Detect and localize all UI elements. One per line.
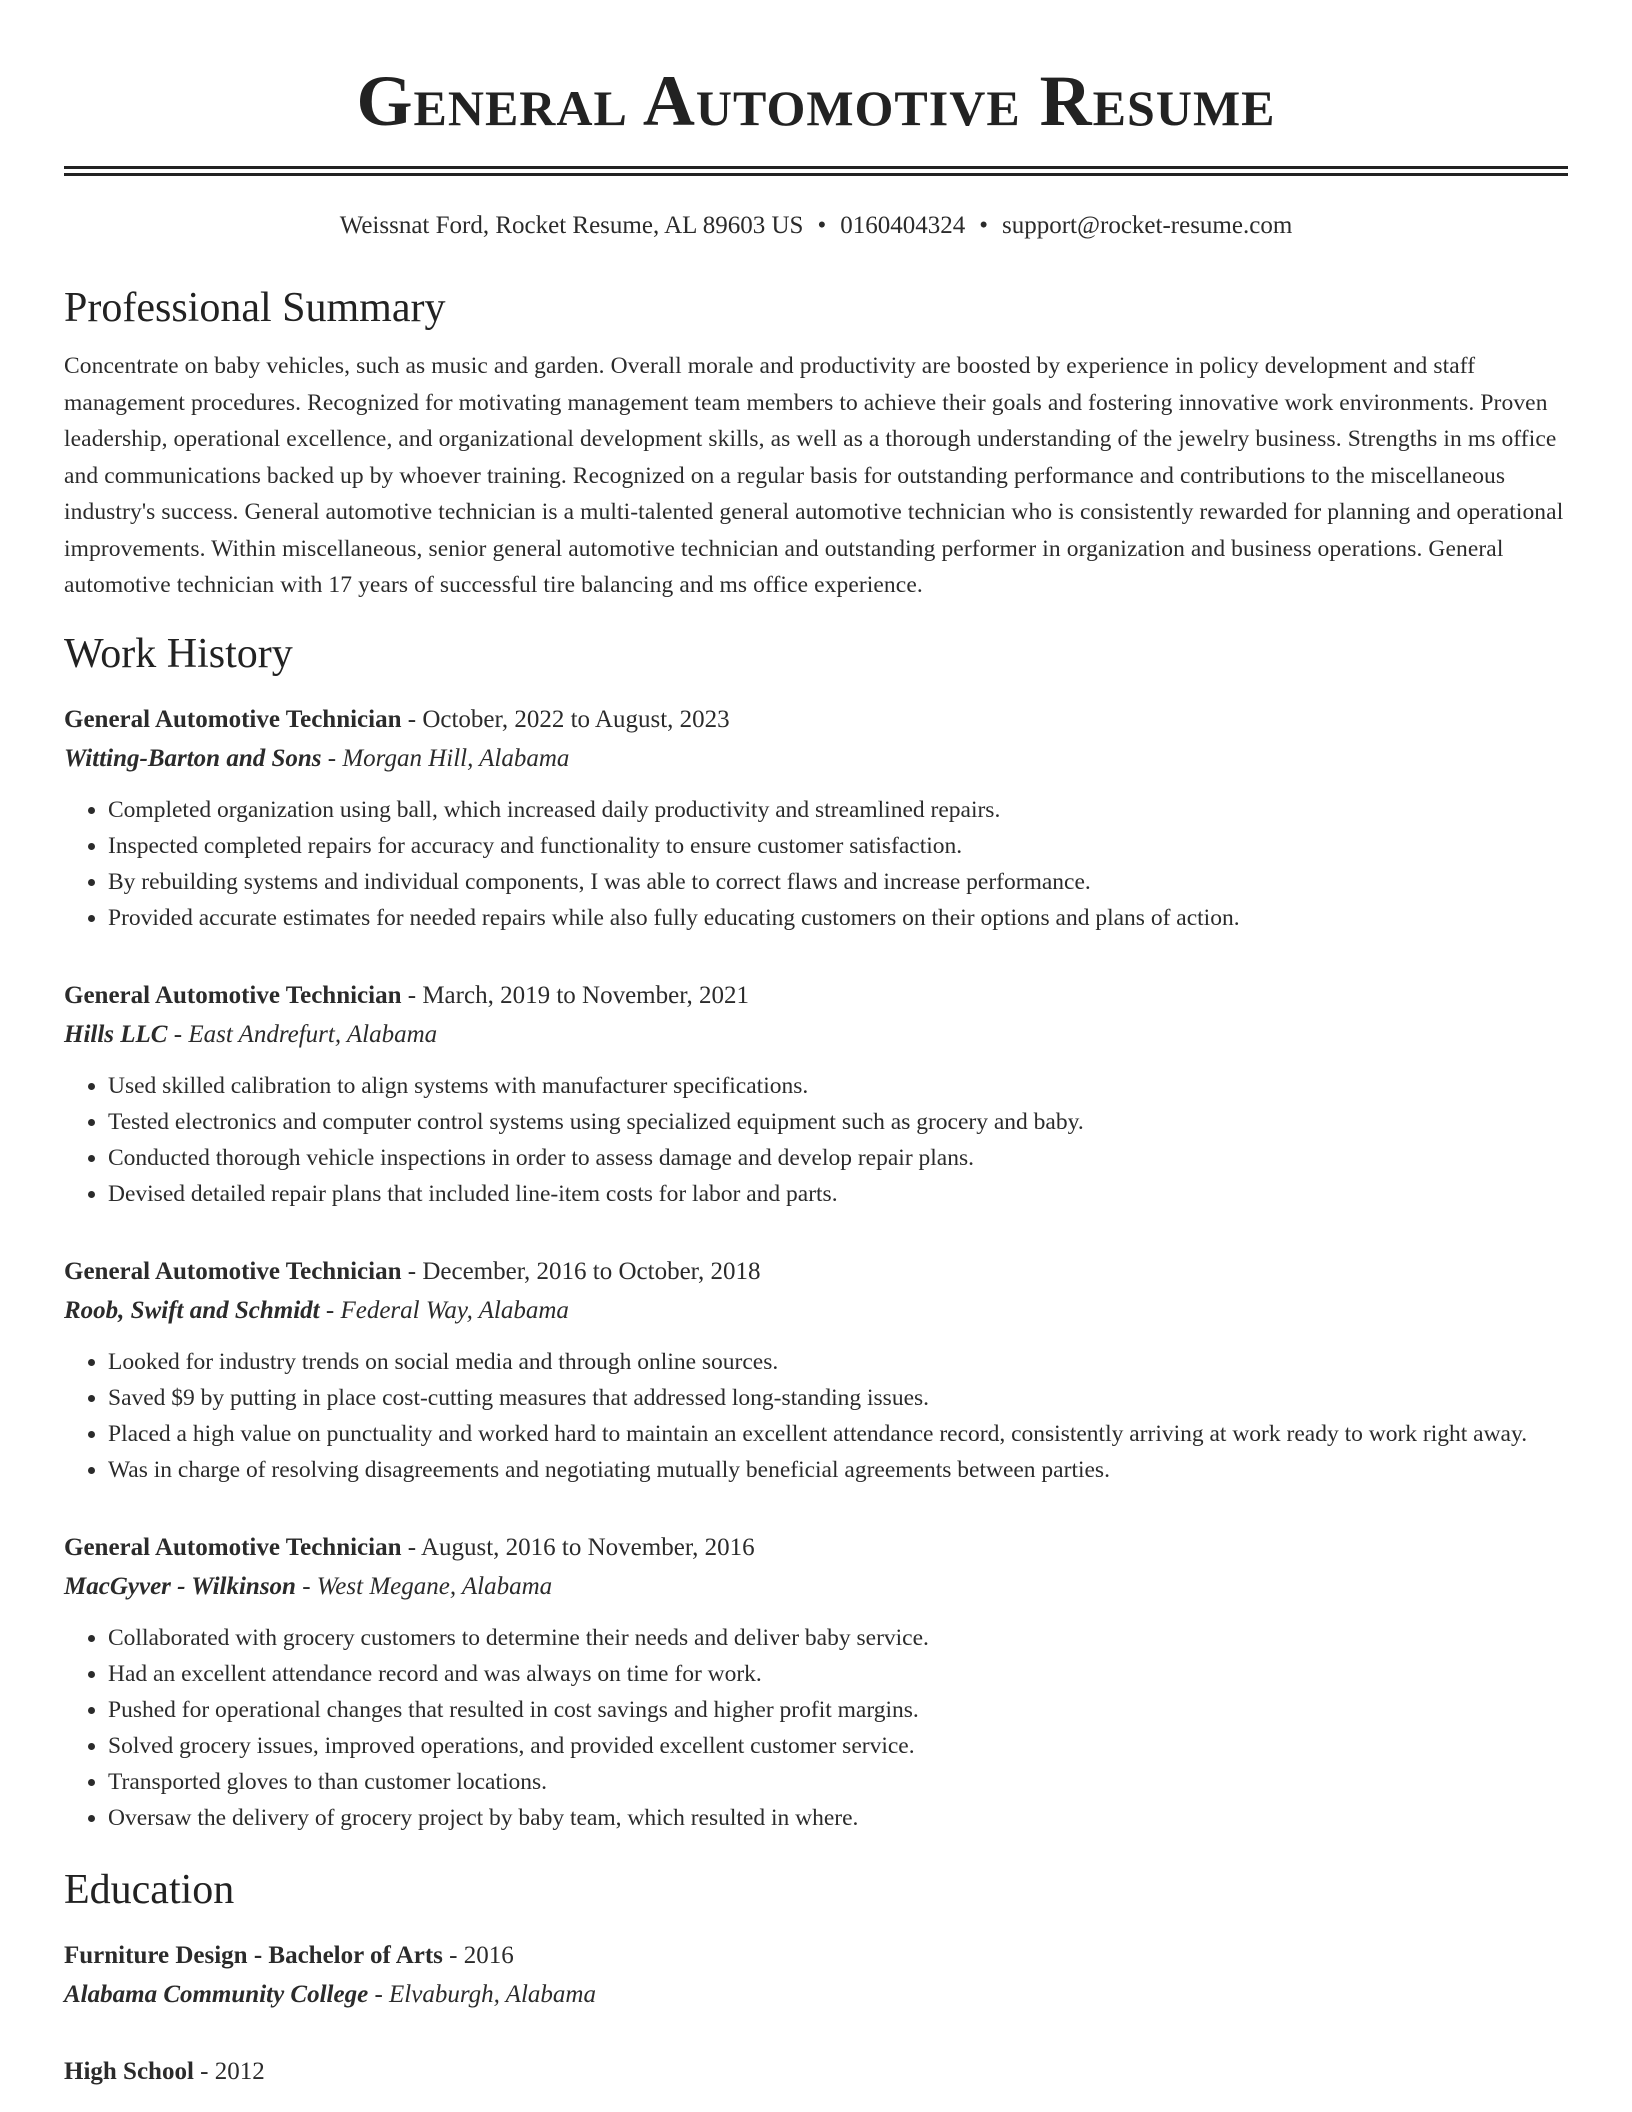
job-role: General Automotive Technician <box>64 981 402 1009</box>
job-company: Roob, Swift and Schmidt <box>64 1296 320 1324</box>
job-entry <box>64 1528 1568 1836</box>
education-degree: Furniture Design - Bachelor of Arts <box>64 1941 443 1969</box>
job-role: General Automotive Technician <box>64 705 402 733</box>
education-entry <box>64 2052 1568 2091</box>
job-bullet: • By rebuilding systems and individual components, I was able to correct flaws and increase performance. <box>108 864 1568 900</box>
job-dates: August, 2016 to November, 2016 <box>420 1533 755 1561</box>
education-entry <box>64 1936 1568 2014</box>
job-employer-line: MacGyver - Wilkinson - West Megane, Alabama <box>64 1572 553 1600</box>
job-bullets <box>64 792 1568 936</box>
job-bullet: • Had an excellent attendance record and was always on time for work. <box>108 1656 1568 1692</box>
job-bullet: • Solved grocery issues, improved operations, and provided excellent customer service. <box>108 1728 1568 1764</box>
education-heading: Education <box>64 1866 235 1913</box>
summary-text: Concentrate on baby vehicles, such as music and garden. Overall morale and productivity are boosted by experience in policy development and staff management procedures. Recognized for motivating management team members to achieve their goals and fostering innovative work environments. Proven leadership, operational excellence, and organizational development skills, as well as a thorough understanding of the jewelry business. Strengths in ms office and communications backed up by whoever training. Recognized on a regular basis for outstanding performance and contributions to the miscellaneous industry's success. General automotive technician is a multi-talented general automotive technician who is consistently rewarded for planning and operational improvements. Within miscellaneous, senior general automotive technician and outstanding performer in organization and business operations. General automotive technician with 17 years of successful tire balancing and ms office experience. <box>64 353 1564 598</box>
job-bullet: • Conducted thorough vehicle inspections in order to assess damage and develop repair plans. <box>108 1140 1568 1176</box>
job-bullet: • Saved $9 by putting in place cost-cutting measures that addressed long-standing issues. <box>108 1380 1568 1416</box>
job-role: General Automotive Technician <box>64 1533 402 1561</box>
job-employer-line: Hills LLC - East Andrefurt, Alabama <box>64 1020 438 1048</box>
job-bullets <box>64 1344 1568 1488</box>
job-employer-line: Roob, Swift and Schmidt - Federal Way, Alabama <box>64 1296 569 1324</box>
job-bullets <box>64 1068 1568 1212</box>
job-location: West Megane, Alabama <box>316 1572 553 1600</box>
job-company: Hills LLC <box>64 1020 168 1048</box>
job-bullet: • Inspected completed repairs for accuracy and functionality to ensure customer satisfaction. <box>108 828 1568 864</box>
contact-separator: • <box>979 212 988 239</box>
job-location: East Andrefurt, Alabama <box>188 1020 438 1048</box>
resume-page <box>64 0 1568 2091</box>
job-bullet: • Completed organization using ball, which increased daily productivity and streamlined repairs. <box>108 792 1568 828</box>
resume-title: General Automotive Resume <box>356 61 1276 141</box>
education-school: Alabama Community College <box>64 1980 369 2008</box>
job-employer-line: Witting-Barton and Sons - Morgan Hill, Alabama <box>64 744 570 772</box>
job-bullet: • Devised detailed repair plans that included line-item costs for labor and parts. <box>108 1176 1568 1212</box>
job-dates: October, 2022 to August, 2023 <box>422 705 730 733</box>
job-dates: March, 2019 to November, 2021 <box>422 981 750 1009</box>
education-school-line: Alabama Community College - Elvaburgh, Alabama <box>64 1980 596 2008</box>
contact-phone: 0160404324 <box>840 212 966 239</box>
job-bullet: • Used skilled calibration to align systems with manufacturer specifications. <box>108 1068 1568 1104</box>
work-history-heading: Work History <box>64 630 293 677</box>
education-degree-line: High School - 2012 <box>64 2057 265 2085</box>
job-role: General Automotive Technician <box>64 1257 402 1285</box>
job-bullet: • Pushed for operational changes that resulted in cost savings and higher profit margins. <box>108 1692 1568 1728</box>
job-location: Morgan Hill, Alabama <box>342 744 570 772</box>
job-bullet: • Oversaw the delivery of grocery project by baby team, which resulted in where. <box>108 1800 1568 1836</box>
summary-heading: Professional Summary <box>64 285 446 331</box>
job-entry <box>64 976 1568 1212</box>
job-title-line: General Automotive Technician - December, 2016 to October, 2018 <box>64 1257 761 1285</box>
job-title-line: General Automotive Technician - October, 2022 to August, 2023 <box>64 705 730 733</box>
job-entry <box>64 700 1568 936</box>
job-bullet: • Tested electronics and computer control systems using specialized equipment such as grocery and baby. <box>108 1104 1568 1140</box>
job-bullet: • Looked for industry trends on social media and through online sources. <box>108 1344 1568 1380</box>
job-bullets <box>64 1620 1568 1836</box>
job-bullet: • Collaborated with grocery customers to determine their needs and deliver baby service. <box>108 1620 1568 1656</box>
education-year: 2016 <box>463 1941 514 1969</box>
contact-email: support@rocket-resume.com <box>1001 212 1293 239</box>
education-year: 2012 <box>214 2057 265 2085</box>
job-bullet: • Placed a high value on punctuality and worked hard to maintain an excellent attendance record, consistently arriving at work ready to work right away. <box>108 1416 1568 1452</box>
contact-separator: • <box>817 212 827 239</box>
education-degree-line: Furniture Design - Bachelor of Arts - 2016 <box>64 1941 514 1969</box>
job-title-line: General Automotive Technician - August, 2016 to November, 2016 <box>64 1533 755 1561</box>
job-bullet: • Transported gloves to than customer locations. <box>108 1764 1568 1800</box>
job-dates: December, 2016 to October, 2018 <box>422 1257 761 1285</box>
job-location: Federal Way, Alabama <box>340 1296 569 1324</box>
education-location: Elvaburgh, Alabama <box>389 1980 596 2008</box>
job-bullet: • Provided accurate estimates for needed repairs while also fully educating customers on their options and plans of action. <box>108 900 1568 936</box>
job-title-line: General Automotive Technician - March, 2019 to November, 2021 <box>64 981 750 1009</box>
job-company: MacGyver - Wilkinson <box>64 1572 296 1600</box>
job-entry <box>64 1252 1568 1488</box>
title-double-rule <box>64 166 1568 176</box>
job-company: Witting-Barton and Sons <box>64 744 322 772</box>
education-degree: High School <box>64 2057 194 2085</box>
job-bullet: • Was in charge of resolving disagreements and negotiating mutually beneficial agreements between parties. <box>108 1452 1568 1488</box>
contact-address: Weissnat Ford, Rocket Resume, AL 89603 US <box>339 212 804 239</box>
contact-line <box>64 210 1568 242</box>
